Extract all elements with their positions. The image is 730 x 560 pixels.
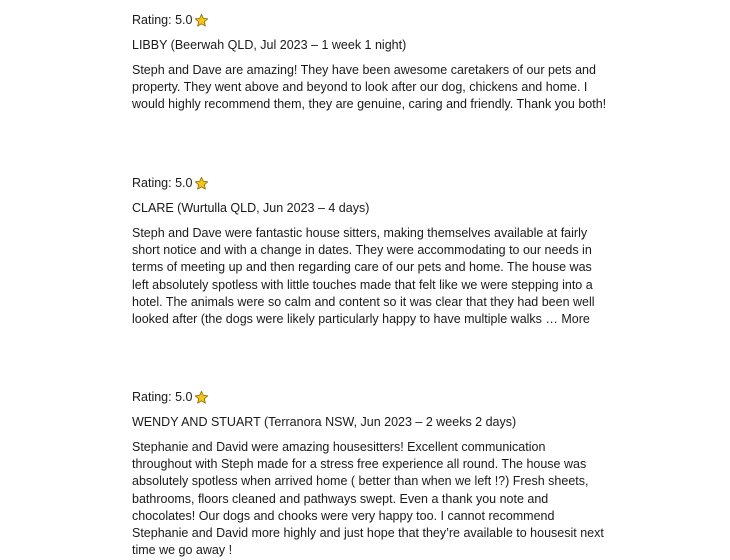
star-icon — [194, 390, 209, 405]
review-item — [132, 12, 607, 114]
review-text-content: Steph and Dave were fantastic house sitters, making themselves available at fairly short notice and with a change in dates. They were accommodating to our needs in terms of meeting up and then regarding care of our pets and home. The house was left absolutely spotless with little touches made that felt like we were stepping into a hotel. The animals were so calm and content so it was clear that they had been well looked after (the dogs were likely particularly happy to have multiple walks … — [132, 226, 595, 327]
rating-line — [132, 389, 607, 405]
review-text — [132, 62, 607, 114]
rating-line — [132, 175, 607, 191]
star-icon — [194, 176, 209, 191]
reviewer-info: CLARE (Wurtulla QLD, Jun 2023 – 4 days) — [132, 201, 370, 215]
more-link[interactable]: More — [561, 312, 590, 327]
rating-label: Rating: 5.0 — [132, 390, 193, 404]
review-item — [132, 175, 607, 328]
rating-line — [132, 12, 607, 28]
review-text — [132, 225, 607, 328]
rating-label: Rating: 5.0 — [132, 13, 193, 27]
reviewer-info: LIBBY (Beerwah QLD, Jul 2023 – 1 week 1 night) — [132, 38, 407, 52]
review-text-content: Steph and Dave are amazing! They have been awesome caretakers of our pets and property. They went above and beyond to look after our dog, chickens and home. I would highly recommend them, they are genuine, caring and friendly. Thank you both! — [132, 63, 607, 112]
review-text — [132, 439, 607, 559]
review-item — [132, 389, 607, 559]
reviewer-info: WENDY AND STUART (Terranora NSW, Jun 2023 – 2 weeks 2 days) — [132, 415, 517, 429]
review-text-content: Stephanie and David were amazing housesitters! Excellent communication throughout with Steph made for a stress free experience all round. The house was absolutely spotless when arrived home ( better than when we left !?) Fresh sheets, bathrooms, floors cleaned and pathways swept. Even a thank you note and chocolates! Our dogs and chooks were very happy too. I cannot recommend Stephanie and David more highly and just hope that they’re available to housesit next time we go away ! — [132, 440, 604, 558]
rating-label: Rating: 5.0 — [132, 176, 193, 190]
star-icon — [194, 13, 209, 28]
